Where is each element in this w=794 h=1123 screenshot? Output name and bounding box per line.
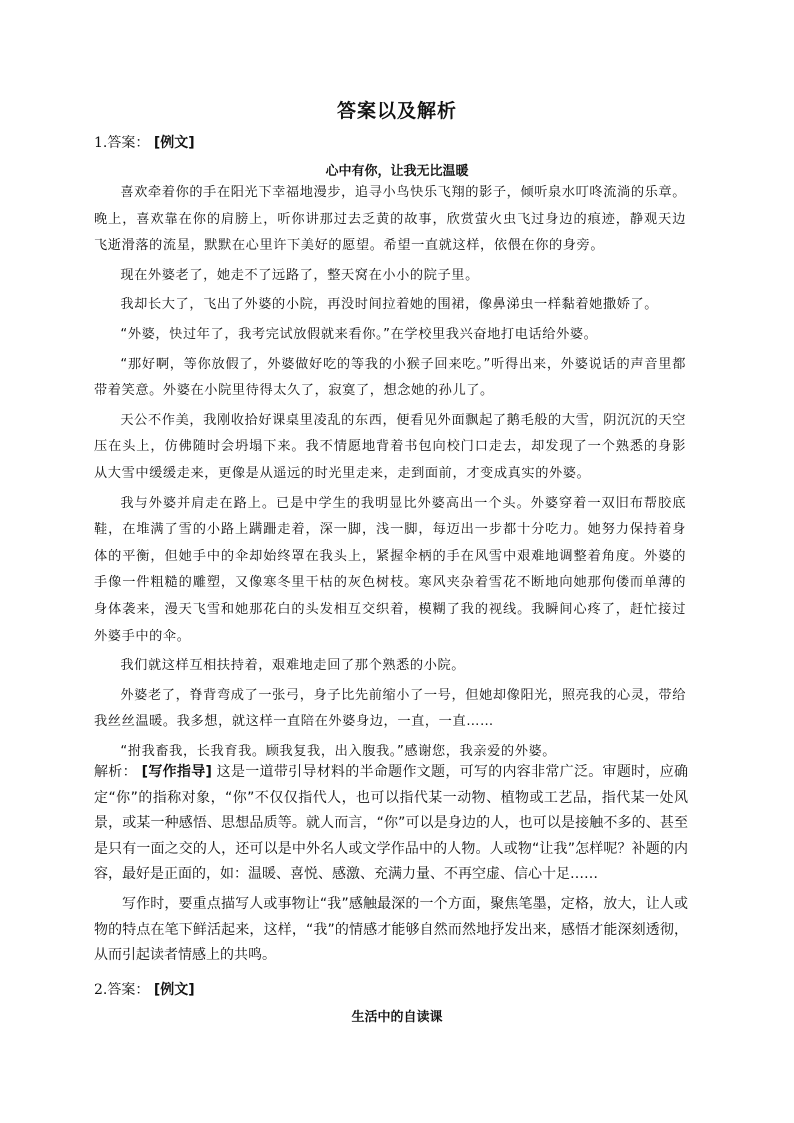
essay-paragraph: 现在外婆老了，她走不了远路了，整天窝在小小的院子里。	[120, 267, 479, 283]
answer-number: 2.答案：	[94, 982, 150, 998]
answer-number: 1.答案：	[94, 135, 150, 151]
analysis-text: 这是一道带引导材料的半命题作文题，可写的内容非常广泛。审题时，应确定“你”的指称对象，“你”不仅仅指代人，也可以指代某一动物、植物或工艺品，指代某一处风景，或某一种感悟、思想品质等。就人而言，“你”可以是身边的人，也可以是接触不多的、甚至是只有一面之交的人，还可以是中外名人或文学作品中的人物。人或物“让我”怎样呢？补题的内容，最好是正面的，如：温暖、喜悦、感激、充满力量、不再空虚、信心十足……	[94, 764, 689, 883]
essay-1-body	[94, 180, 686, 768]
essay-paragraph: “拊我畜我，长我育我。顾我复我，出入腹我。”感谢您，我亲爱的外婆。	[120, 743, 557, 759]
writing-guide-tag: [写作指导]	[141, 764, 212, 780]
essay-paragraph: “那好啊，等你放假了，外婆做好吃的等我的小猴子回来吃。”听得出来，外婆说话的声音里都带着笑意。外婆在小院里待得太久了，寂寞了，想念她的孙儿了。	[94, 356, 686, 399]
answer-1-label	[94, 133, 195, 153]
page-title: 答案以及解析	[336, 100, 457, 122]
essay-paragraph: 外婆老了，脊背弯成了一张弓，身子比先前缩小了一号，但她却像阳光，照亮我的心灵，带给我丝丝温暖。我多想，就这样一直陪在外婆身边，一直，一直……	[94, 687, 686, 730]
answer-2-label	[94, 980, 195, 1000]
example-tag: [例文]	[153, 135, 195, 151]
essay-paragraph: 天公不作美，我刚收拾好课桌里凌乱的东西，便看见外面飘起了鹅毛般的大雪，阴沉沉的天空压在头上，仿佛随时会坍塌下来。我不情愿地背着书包向校门口走去，却发现了一个熟悉的身影从大雪中缓缓走来，更像是从遥远的时光里走来，走到面前，才变成真实的外婆。	[94, 412, 686, 481]
essay-2-title: 生活中的自读课	[351, 1010, 443, 1025]
analysis-paragraph	[94, 760, 688, 888]
analysis-paragraph: 写作时，要重点描写人或事物让“我”感触最深的一个方面，聚焦笔墨，定格，放大，让人或物的特点在笔下鲜活起来，这样，“我”的情感才能够自然而然地抒发出来，感悟才能深刻透彻，从而引起读者情感上的共鸣。	[94, 895, 688, 964]
essay-paragraph: 我却长大了，飞出了外婆的小院，再没时间拉着她的围裙，像鼻涕虫一样黏着她撒娇了。	[120, 297, 659, 313]
essay-1-title: 心中有你，让我无比温暖	[325, 164, 469, 179]
essay-paragraph: 我们就这样互相扶持着，艰难地走回了那个熟悉的小院。	[120, 658, 466, 674]
example-tag: [例文]	[153, 982, 195, 998]
analysis-section	[94, 760, 688, 969]
essay-paragraph: “外婆，快过年了，我考完试放假就来看你。”在学校里我兴奋地打电话给外婆。	[120, 326, 598, 342]
analysis-label: 解析：	[94, 764, 137, 780]
essay-paragraph: 喜欢牵着你的手在阳光下幸福地漫步，追寻小鸟快乐飞翔的影子，倾听泉水叮咚流淌的乐章。晚上，喜欢靠在你的肩膀上，听你讲那过去乏黄的故事，欣赏萤火虫飞过身边的痕迹，静观天边飞逝滑落的流星，默默在心里许下美好的愿望。希望一直就这样，依偎在你的身旁。	[94, 185, 686, 254]
essay-paragraph: 我与外婆并肩走在路上。已是中学生的我明显比外婆高出一个头。外婆穿着一双旧布帮胶底鞋，在堆满了雪的小路上蹒跚走着，深一脚，浅一脚，每迈出一步都十分吃力。她努力保持着身体的平衡，但她手中的伞却始终罩在我头上，紧握伞柄的手在风雪中艰难地调整着角度。外婆的手像一件粗糙的雕塑，又像寒冬里干枯的灰色树枝。寒风夹杂着雪花不断地向她那佝偻而单薄的身体袭来，漫天飞雪和她那花白的头发相互交织着，模糊了我的视线。我瞬间心疼了，赶忙接过外婆手中的伞。	[94, 495, 686, 644]
